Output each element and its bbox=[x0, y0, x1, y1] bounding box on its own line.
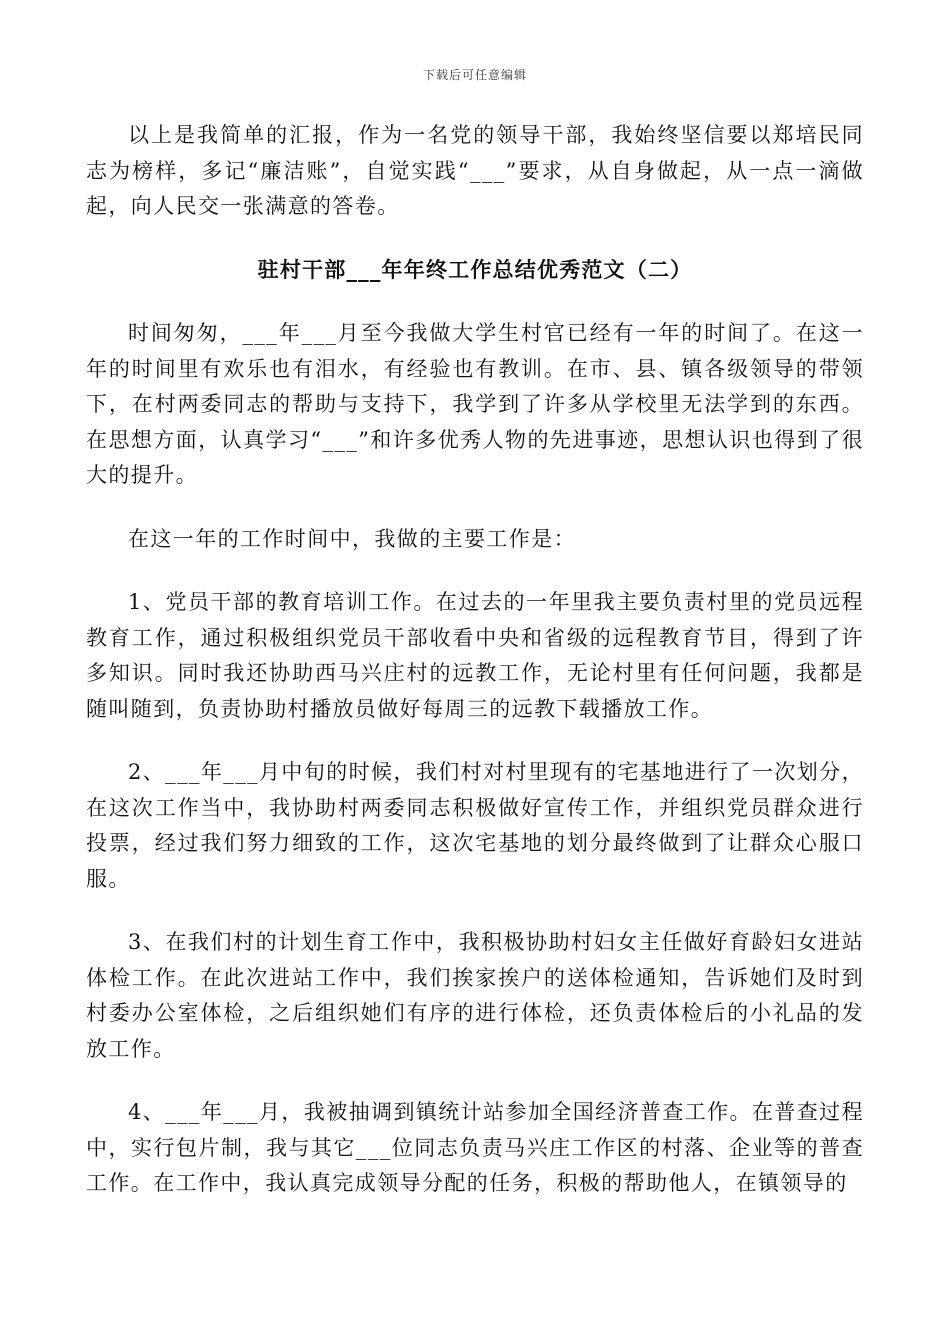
document-body bbox=[86, 118, 864, 1202]
paragraph-intro: 以上是我简单的汇报，作为一名党的领导干部，我始终坚信要以郑培民同志为榜样，多记“廉洁账”，自觉实践“___”要求，从自身做起，从一点一滴做起，向人民交一张满意的答卷。 bbox=[86, 123, 864, 218]
spacer bbox=[86, 288, 864, 316]
paragraph-1: 时间匆匆，___年___月至今我做大学生村官已经有一年的时间了。在这一年的时间里有欢乐也有泪水，有经验也有教训。在市、县、镇各级领导的带领下，在村两委同志的帮助与支持下，我学到了许多从学校里无法学到的东西。在思想方面，认真学习“___”和许多优秀人物的先进事迹，思想认识也得到了很大的提升。 bbox=[86, 321, 864, 487]
spacer bbox=[86, 727, 864, 755]
spacer bbox=[86, 897, 864, 925]
section-title: 驻村干部___年年终工作总结优秀范文（二） bbox=[257, 257, 693, 282]
page-header: 下载后可任意编辑 bbox=[422, 68, 527, 82]
paragraph-4: 2、___年___月中旬的时候，我们村对村里现有的宅基地进行了一次划分，在这次工作当中，我协助村两委同志积极做好宣传工作，并组织党员群众进行投票，经过我们努力细致的工作，这次宅基地的划分最终做到了让群众心服口服。 bbox=[86, 760, 864, 891]
spacer bbox=[86, 1067, 864, 1095]
paragraph-6: 4、___年___月，我被抽调到镇统计站参加全国经济普查工作。在普查过程中，实行包片制，我与其它___位同志负责马兴庄工作区的村落、企业等的普查工作。在工作中，我认真完成领导分配的任务，积极的帮助他人，在镇领导的 bbox=[86, 1100, 864, 1195]
paragraph-5: 3、在我们村的计划生育工作中，我积极协助村妇女主任做好育龄妇女进站体检工作。在此次进站工作中，我们挨家挨户的送体检通知，告诉她们及时到村委办公室体检，之后组织她们有序的进行体检，还负责体检后的小礼品的发放工作。 bbox=[86, 930, 864, 1061]
spacer bbox=[86, 557, 864, 585]
spacer bbox=[86, 225, 864, 253]
paragraph-3: 1、党员干部的教育培训工作。在过去的一年里我主要负责村里的党员远程教育工作，通过积极组织党员干部收看中央和省级的远程教育节目，得到了许多知识。同时我还协助西马兴庄村的远教工作，无论村里有任何问题，我都是随叫随到，负责协助村播放员做好每周三的远教下载播放工作。 bbox=[86, 590, 864, 721]
paragraph-2: 在这一年的工作时间中，我做的主要工作是： bbox=[128, 526, 576, 551]
spacer bbox=[86, 494, 864, 522]
